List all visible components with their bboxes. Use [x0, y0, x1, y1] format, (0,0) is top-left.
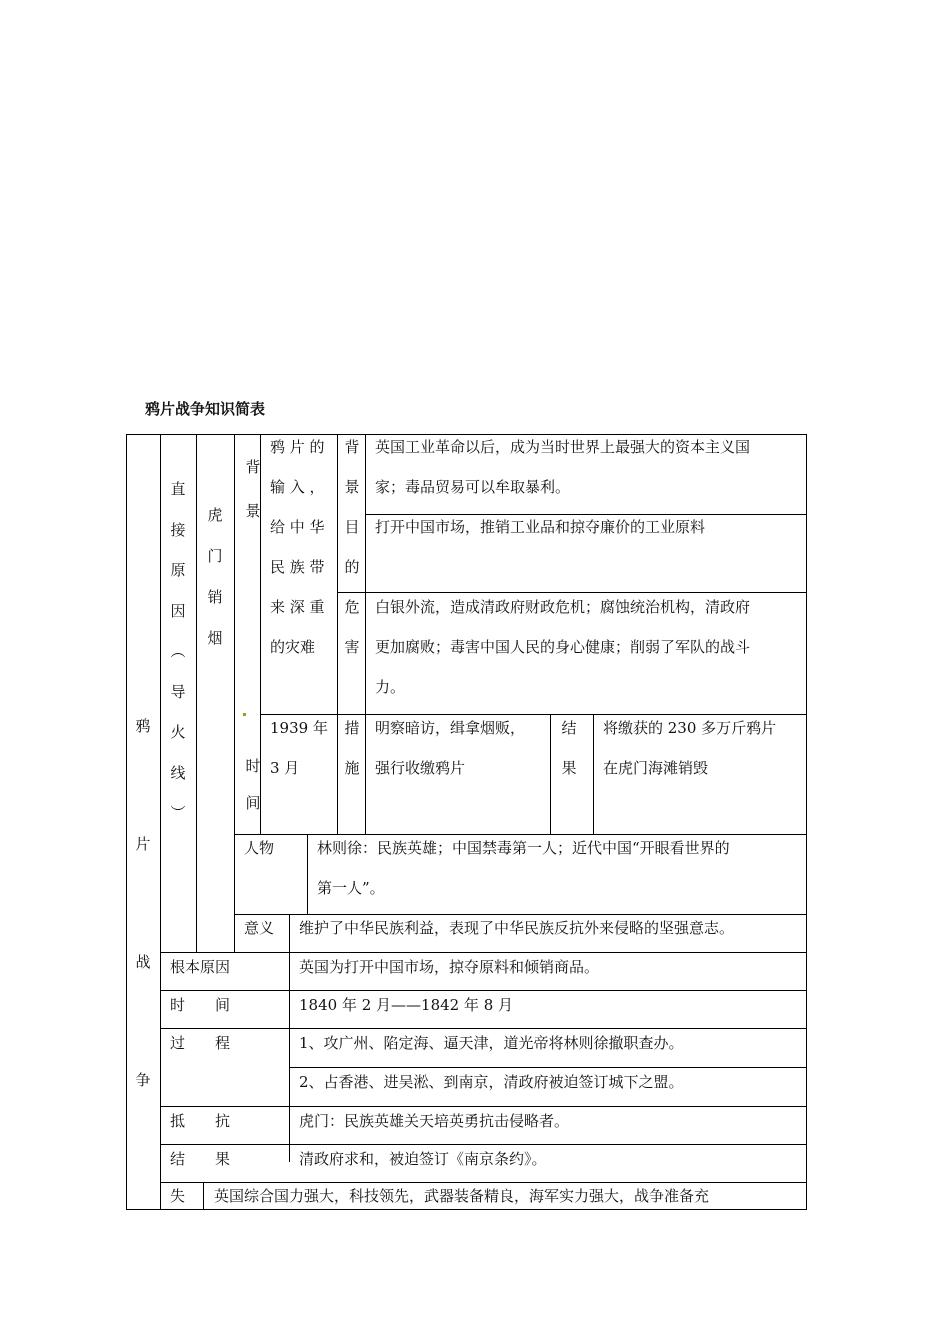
- page-title: 鸦片战争知识简表: [145, 400, 266, 418]
- harm-label-char: 危: [344, 598, 360, 616]
- time-header: [239, 748, 267, 822]
- summary-line: 的灾难: [270, 638, 316, 656]
- col-divider: [160, 434, 161, 1210]
- outcome-label: 结 果: [170, 1150, 231, 1168]
- war-time-label: 时 间: [170, 996, 231, 1014]
- result-label-char: 结: [561, 719, 577, 737]
- person-text-line: 林则徐：民族英雄；中国禁毒第一人；近代中国“开眼看世界的: [317, 839, 730, 857]
- time-char: 间: [245, 794, 261, 812]
- person-label: 人物: [244, 839, 275, 857]
- col-divider: [196, 434, 197, 952]
- background-char: 背: [245, 458, 261, 476]
- direct-cause-char: ︶: [170, 804, 186, 822]
- harm-text: [375, 587, 750, 707]
- col-divider: [593, 714, 594, 834]
- war-time-text: 1840 年 2 月——1842 年 8 月: [299, 996, 514, 1014]
- direct-cause-char: 火: [170, 723, 186, 741]
- col-divider: [234, 434, 235, 952]
- direct-cause-char: 直: [170, 480, 186, 498]
- direct-cause-char: 接: [170, 520, 186, 539]
- failure-text: 英国综合国力强大，科技领先，武器装备精良，海军实力强大，战争准备充: [214, 1187, 710, 1205]
- result-label: [554, 708, 584, 788]
- col-divider: [307, 834, 308, 914]
- col-divider: [289, 914, 290, 952]
- humen-header: [200, 495, 230, 659]
- measure-text-line: 强行收缴鸦片: [375, 759, 466, 777]
- row-header-char: 战: [135, 953, 151, 971]
- harm-label: [337, 587, 367, 667]
- col-divider: [289, 952, 290, 1162]
- direct-cause-char: 因: [170, 601, 186, 620]
- row-header-char: 争: [135, 1071, 151, 1089]
- process-step-2: 2、占香港、进吴淞、到南京，清政府被迫签订城下之盟。: [299, 1073, 684, 1091]
- bg-text-line: 英国工业革命以后，成为当时世界上最强大的资本主义国: [375, 438, 751, 456]
- time-value: [270, 708, 328, 788]
- person-text: [317, 828, 730, 908]
- time-value-line: 3 月: [270, 759, 300, 777]
- summary-line: 鸦 片 的: [270, 438, 325, 456]
- row-header-opium-war: [128, 667, 158, 1139]
- measure-text: [375, 708, 525, 788]
- root-cause-label: 根本原因: [170, 958, 231, 976]
- outcome-text: 清政府求和，被迫签订《南京条约》。: [299, 1150, 547, 1168]
- process-step-1: 1、攻广州、陷定海、逼天津，道光帝将林则徐撤职查办。: [299, 1034, 684, 1052]
- result-text-line: 将缴获的 230 多万斤鸦片: [603, 719, 777, 737]
- bg-label-char: 景: [344, 478, 360, 496]
- table-border-left: [126, 434, 127, 1210]
- result-label-char: 果: [561, 759, 577, 777]
- measure-label: [337, 708, 367, 788]
- background-summary: [270, 427, 325, 667]
- meaning-label: 意义: [244, 919, 275, 937]
- process-label: 过 程: [170, 1034, 231, 1052]
- purpose-label: [337, 507, 367, 587]
- harm-text-line: 白银外流，造成清政府财政危机；腐蚀统治机构，清政府: [375, 598, 751, 616]
- person-text-line: 第一人”。: [317, 879, 385, 897]
- humen-char: 门: [207, 547, 223, 565]
- root-cause-text: 英国为打开中国市场，掠夺原料和倾销商品。: [299, 958, 600, 976]
- direct-cause-char: 原: [170, 561, 186, 579]
- measure-text-line: 明察暗访，缉拿烟贩，: [375, 719, 526, 737]
- measure-label-char: 措: [344, 719, 360, 737]
- harm-text-line: 更加腐败；毒害中国人民的身心健康；削弱了军队的战斗: [375, 638, 751, 656]
- purpose-label-char: 目: [344, 518, 360, 536]
- summary-line: 来 深 重: [270, 598, 325, 616]
- time-char: 时: [245, 757, 261, 775]
- bg-label-char: 背: [344, 438, 360, 456]
- resist-text: 虎门：民族英雄关天培英勇抗击侵略者。: [299, 1112, 570, 1130]
- humen-char: 虎: [207, 506, 223, 524]
- measure-label-char: 施: [344, 759, 360, 777]
- row-header-char: 片: [135, 835, 151, 853]
- background-header: [239, 445, 267, 533]
- col-divider: [550, 714, 551, 834]
- time-value-line: 1939 年: [270, 719, 328, 737]
- result-text: [603, 708, 776, 788]
- bg-label: [337, 427, 367, 507]
- summary-line: 给 中 华: [270, 518, 325, 536]
- col-divider: [203, 1182, 204, 1210]
- result-text-line: 在虎门海滩销毁: [603, 759, 709, 777]
- harm-text-line: 力。: [375, 678, 406, 696]
- failure-label: 失: [170, 1187, 186, 1205]
- humen-char: 烟: [207, 629, 223, 647]
- stray-mark: [243, 713, 246, 716]
- purpose-text: 打开中国市场，推销工业品和掠夺廉价的工业原料: [375, 518, 706, 536]
- background-char: 景: [245, 502, 261, 520]
- direct-cause-char: 线: [170, 763, 186, 782]
- purpose-label-char: 的: [344, 558, 360, 576]
- meaning-text: 维护了中华民族利益，表现了中华民族反抗外来侵略的坚强意志。: [299, 919, 735, 937]
- bg-text-line: 家；毒品贸易可以牟取暴利。: [375, 478, 571, 496]
- humen-char: 销: [207, 588, 223, 606]
- direct-cause-char: ︵: [170, 642, 186, 660]
- resist-label: 抵 抗: [170, 1112, 231, 1130]
- row-header-char: 鸦: [135, 717, 151, 735]
- harm-label-char: 害: [344, 638, 360, 656]
- table-border-right: [806, 434, 807, 1210]
- direct-cause-char: 导: [170, 682, 186, 701]
- summary-line: 输 入 ，: [270, 478, 325, 496]
- direct-cause-header: [163, 469, 193, 834]
- bg-text: [375, 427, 750, 507]
- summary-line: 民 族 带: [270, 558, 325, 576]
